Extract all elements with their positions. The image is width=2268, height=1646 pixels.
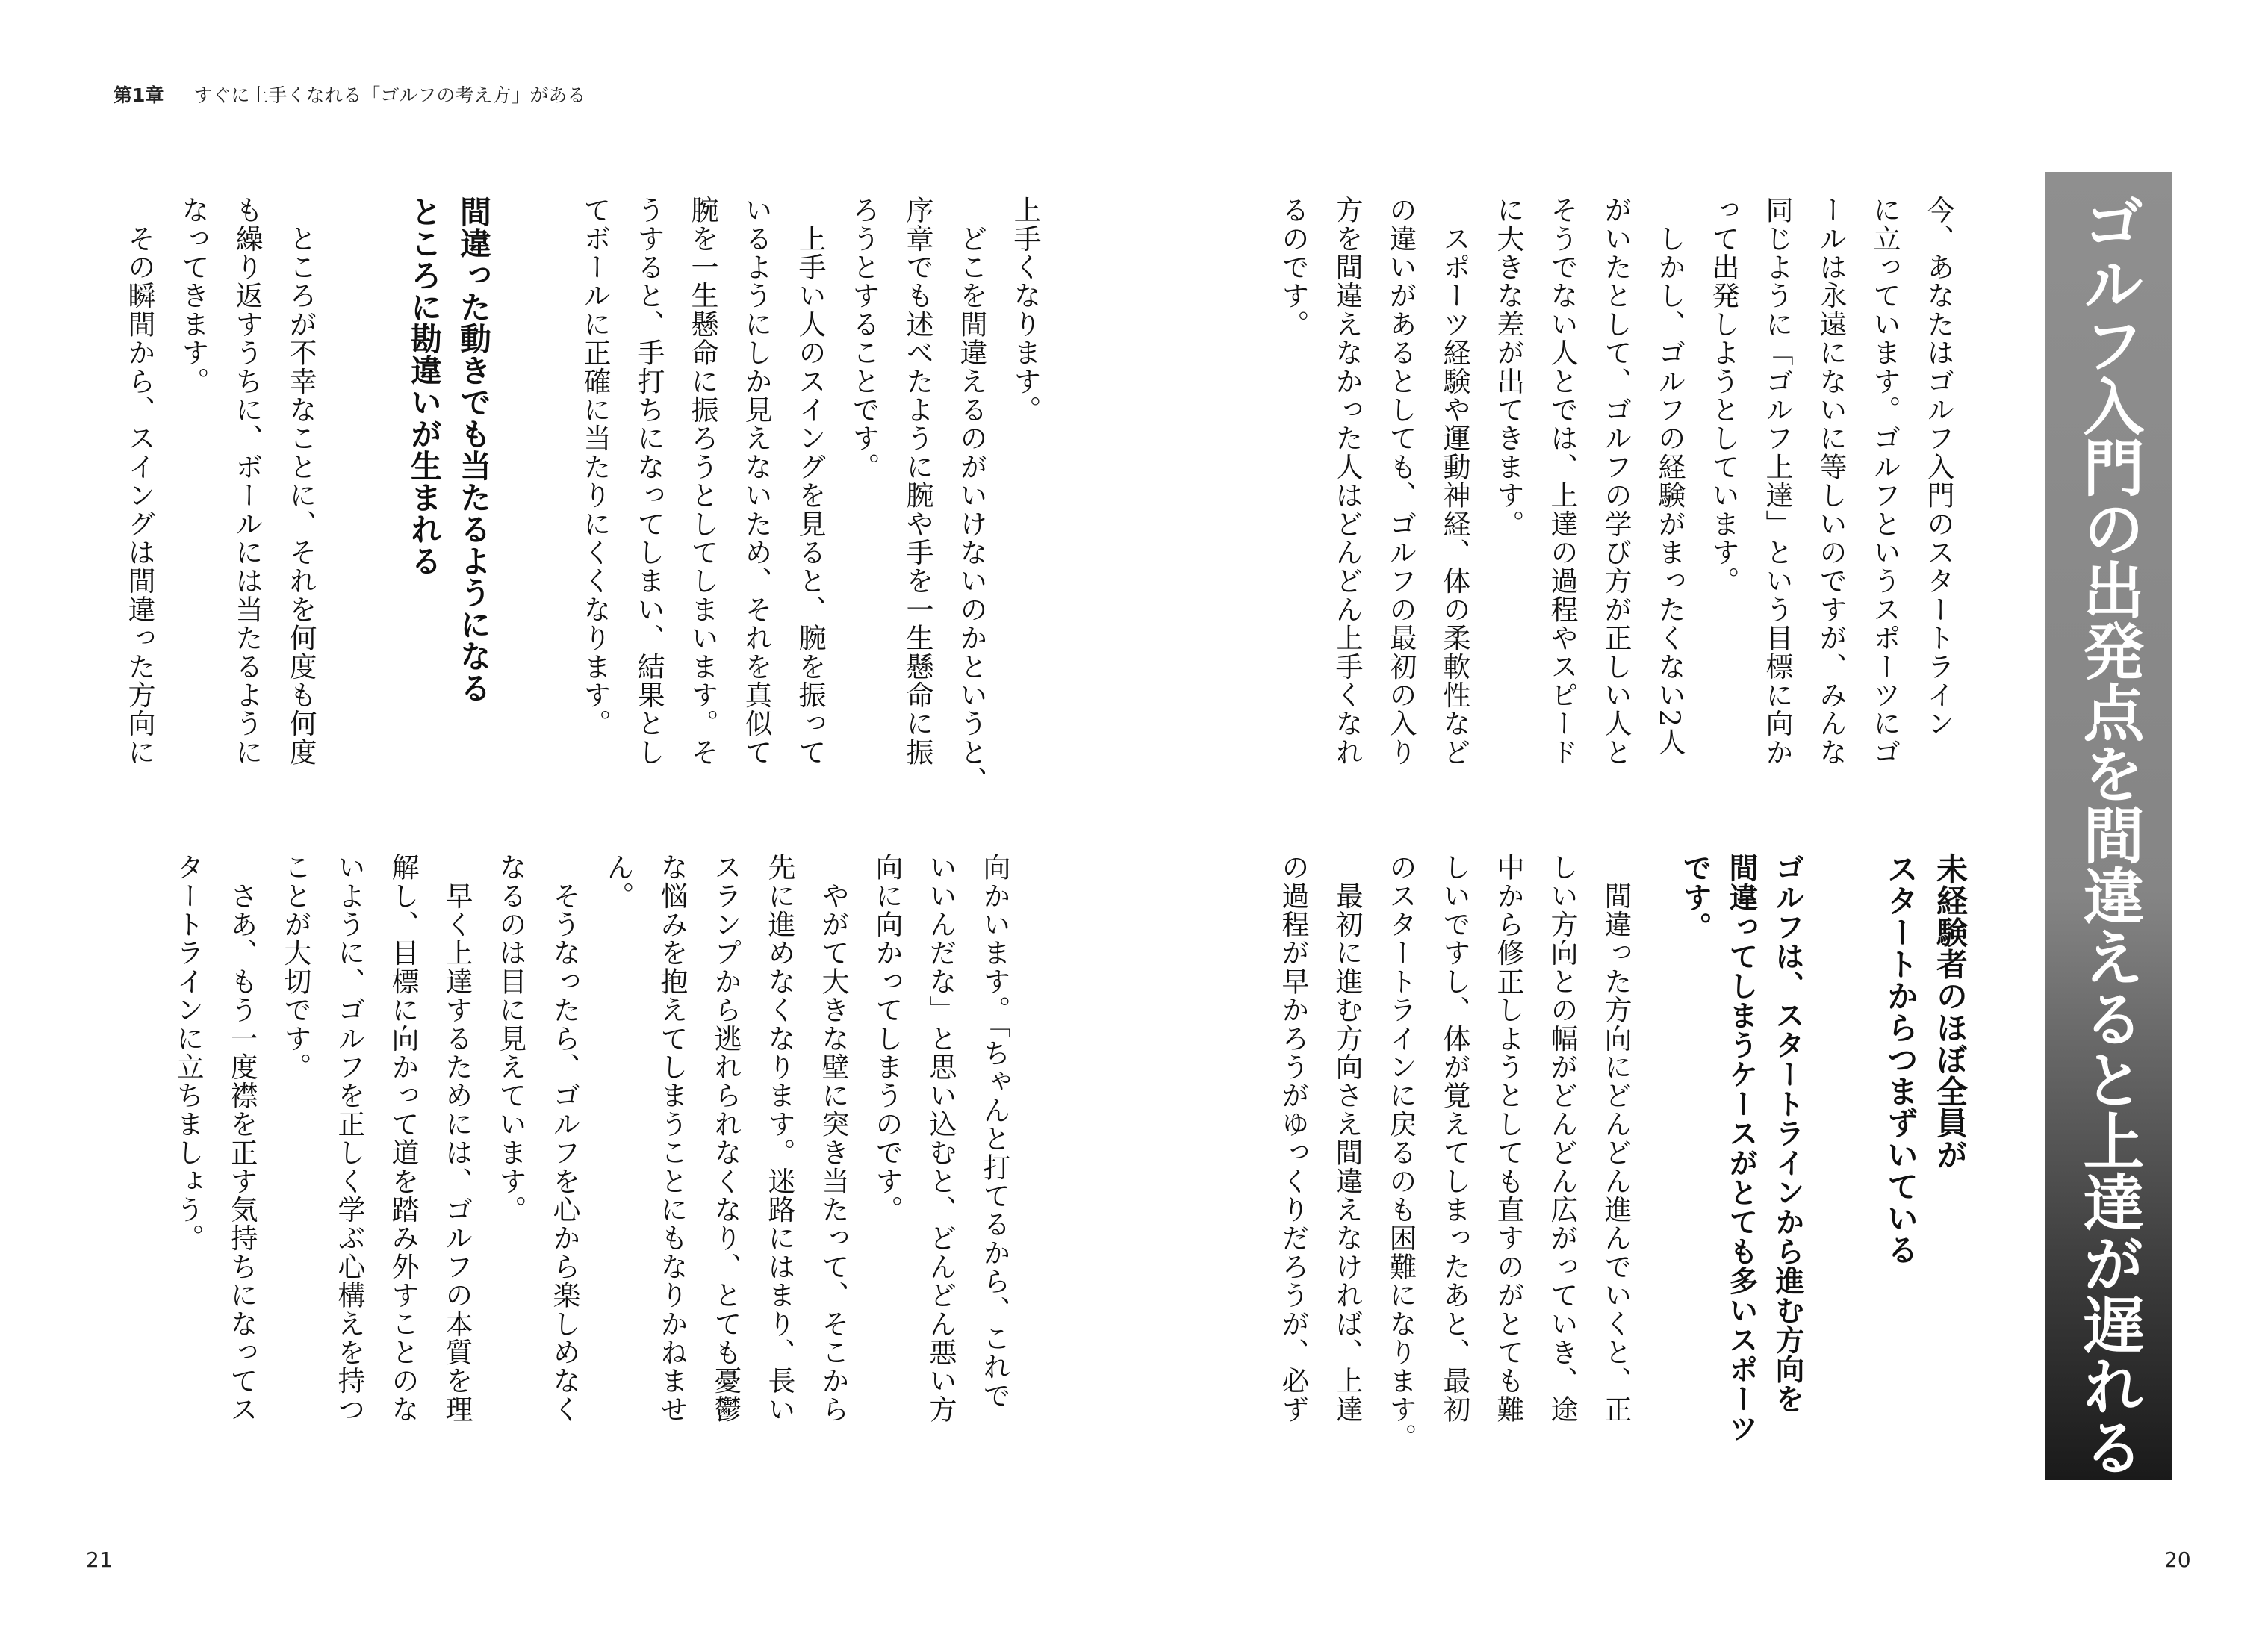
right-lower-text: 間違った方向にどんどん進んでいくと、正 しい方向との幅がどんどん広がっていき、途 中から修正しようとしても直すのがとても難 しいですし、体が覚えてしまったあと、最初 のスタートラインに戻るのも困難になります。 最初に進む方向さえ間違えなければ、上達 の過程が早かろうがゆっくりだろうが、必ず bbox=[1277, 853, 1632, 1453]
chapter-number: 第1章 bbox=[114, 84, 164, 106]
page-number-right: 20 bbox=[2164, 1547, 2191, 1572]
page-number-left: 21 bbox=[86, 1547, 113, 1572]
left-upper-text-2: ところが不幸なことに、それを何度も何度 も繰り返すうちに、ボールには当たるように なってきます。 その瞬間から、スイングは間違った方向に bbox=[123, 196, 317, 767]
chapter-title: すぐに上手くなれる「ゴルフの考え方」がある bbox=[193, 84, 586, 106]
left-subheading: 間違った動きでも当たるようになる ところに勘違いが生まれる bbox=[406, 196, 492, 704]
section-title: ゴルフ入門の出発点を間違えると上達が遅れる bbox=[2073, 191, 2144, 1477]
left-upper-text-1: 上手くなります。 どこを間違えるのがいけないのかというと、 序章でも述べたように腕や手を一生懸命に振 ろうとすることです。 上手い人のスイングを見ると、腕を振って いるようにしか見えないため、それを真似て 腕を一生懸命に振ろうとしてしまいます。そ うすると、手打ちになってしまい、結果とし てボールに正確に当たりにくくなります。 bbox=[579, 196, 1041, 795]
right-upper-text: 今、あなたはゴルフ入門のスタートライン に立っています。ゴルフというスポーツにゴ ールは永遠にないに等しいのですが、みんな 同じように「ゴルフ上達」という目標に向か って出発しようとしています。 しかし、ゴルフの経験がまったくない2人 がいたとして、ゴルフの学び方が正しい人と そうでない人とでは、上達の過程やスピード に大きな差が出てきます。 スポーツ経験や運動神経、体の柔軟性など の違いがあるとしても、ゴルフの最初の入り 方を間違えなかった人はどんどん上手くなれ るのです。 bbox=[1277, 196, 1954, 767]
left-lower-text: 向かいます。「ちゃんと打てるから、これで いいんだな」と思い込むと、どんどん悪い方 向に向かってしまうのです。 やがて大きな壁に突き当たって、そこから 先に進めなくなります。迷路にはまり、長い スランプから逃れられなくなり、とても憂鬱 な悩みを抱えてしまうことにもなりかねませ ん。 そうなったら、ゴルフを心から楽しめなく なるのは目に見えています。 早く上達するためには、ゴルフの本質を理 解し、目標に向かって道を踏み外すことのな いように、ゴルフを正しく学ぶ心構えを持つ ことが大切です。 さあ、もう一度襟を正す気持ちになってス タートラインに立ちましょう。 bbox=[172, 853, 1010, 1423]
running-header bbox=[114, 81, 585, 108]
right-subheading-2: ゴルフは、スタートラインから進む方向を 間違ってしまうケースがとても多いスポーツ です。 bbox=[1678, 853, 1804, 1443]
right-subheading-1: 未経験者のほぼ全員が スタートからつまずいている bbox=[1883, 853, 1969, 1266]
